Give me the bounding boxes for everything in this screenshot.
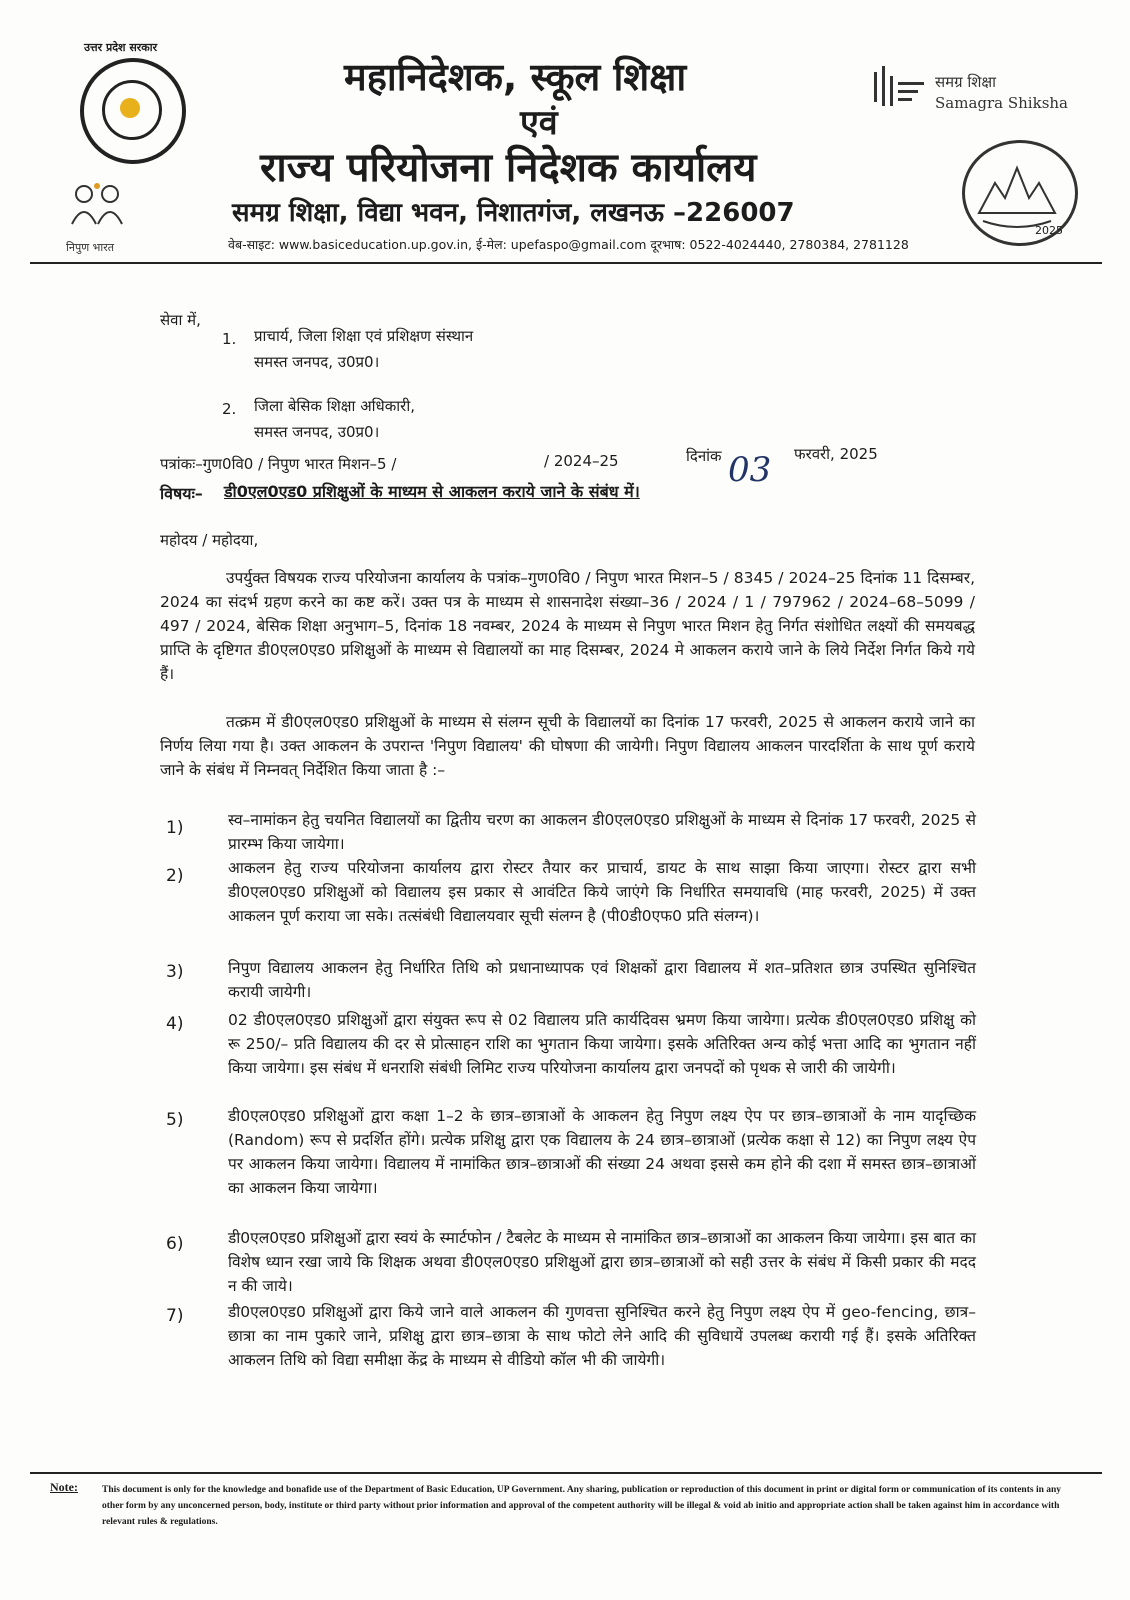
item-number: 4)	[166, 1014, 184, 1034]
instruction-item: 02 डी0एल0एड0 प्रशिक्षुओं द्वारा संयुक्त रूप से 02 विद्यालय प्रति कार्यदिवस भ्रमण किया जायेगा। प्रत्येक डी0एल0एड0 प्रशिक्षु को रू 250/– प्रति विद्यालय की दर से प्रोत्साहन राशि का भुगतान किया जायेगा। इसके अतिरिक्त अन्य कोई भत्ता आदि का भुगतान नहीं किया जायेगा। इस संबंध में धनराशि संबंधी लिमिट राज्य परियोजना कार्यालय द्वारा जनपदों को पृथक से जारी की जायेगी।	[228, 1011, 976, 1077]
item-number: 2)	[166, 866, 184, 886]
header-title-line1: महानिदेशक, स्कूल शिक्षा	[344, 55, 687, 99]
instruction-item: स्व–नामांकन हेतु चयनित विद्यालयों का द्वितीय चरण का आकलन डी0एल0एड0 प्रशिक्षुओं के माध्यम से दिनांक 17 फरवरी, 2025 से प्रारम्भ किया जायेगा।	[228, 811, 976, 853]
subject-text: डी0एल0एड0 प्रशिक्षुओं के माध्यम से आकलन कराये जाने के संबंध में।	[224, 482, 640, 501]
recipient-1-line2: समस्त जनपद, उ0प्र0।	[254, 353, 380, 371]
footer-divider	[30, 1472, 1102, 1474]
samagra-shiksha-hindi: समग्र शिक्षा	[935, 73, 997, 91]
samagra-shiksha-english: Samagra Shiksha	[935, 94, 1068, 112]
paragraph-1: उपर्युक्त विषयक राज्य परियोजना कार्यालय के पत्रांक–गुण0वि0 / निपुण भारत मिशन–5 / 8345 / 2024–25 दिनांक 11 दिसम्बर, 2024 का संदर्भ ग्रहण करने का कष्ट करें। उक्त पत्र के माध्यम से शासनादेश संख्या–36 / 2024 / 1 / 797962 / 2024–68–5099 / 497 / 2024, बेसिक शिक्षा अनुभाग–5, दिनांक 18 नवम्बर, 2024 के माध्यम से निपुण भारत मिशन हेतु निर्गत संशोधित लक्ष्यों की समयबद्ध प्राप्ति के दृष्टिगत डी0एल0एड0 प्रशिक्षुओं के माध्यम से विद्यालयों का माह दिसम्बर, 2024 मे आकलन कराये जाने के लिये निर्देश निर्गत किये गये हैं।	[160, 569, 975, 683]
instruction-item: आकलन हेतु राज्य परियोजना कार्यालय द्वारा रोस्टर तैयार कर प्राचार्य, डायट के साथ साझा किया जाएगा। रोस्टर द्वारा सभी डी0एल0एड0 प्रशिक्षुओं को विद्यालय इस प्रकार से आवंटित किये जाएंगे कि निर्धारित समयावधि (माह फरवरी, 2025) में उक्त आकलन पूर्ण कराया जा सके। तत्संबंधी विद्यालयवार सूची संलग्न है (पी0डी0एफ0 प्रति संलग्न)।	[228, 859, 976, 925]
paragraph-2: तत्क्रम में डी0एल0एड0 प्रशिक्षुओं के माध्यम से संलग्न सूची के विद्यालयों का दिनांक 17 फरवरी, 2025 से आकलन कराये जाने का निर्णय लिया गया है। उक्त आकलन के उपरान्त 'निपुण विद्यालय' की घोषणा की जायेगी। निपुण विद्यालय आकलन पारदर्शिता के साथ पूर्ण कराये जाने के संबंध में निम्नवत् निर्देशित किया जाता है :–	[160, 713, 975, 779]
note-text: This document is only for the knowledge and bonafide use of the Department of Basic Education, UP Government. Any sharing, publication or reproduction of this document in print or digital form or communication of its contents in any other form by any unconcerned person, body, institute or third party without prior information and approval of the competent authority will be illegal & void ab initio and appropriate action shall be taken against him in accordance with relevant rules & regulations.	[102, 1485, 1062, 1527]
item-number: 1)	[166, 818, 184, 838]
item-number: 3)	[166, 962, 184, 982]
item-number: 5)	[166, 1110, 184, 1130]
date-label: दिनांक	[686, 447, 722, 465]
note-label: Note:	[50, 1480, 78, 1494]
letter-reference: पत्रांकः–गुण0वि0 / निपुण भारत मिशन–5 /	[160, 455, 397, 473]
subject-label: विषयः–	[160, 484, 203, 503]
samagra-shiksha-logo	[870, 62, 930, 122]
recipient-2-line2: समस्त जनपद, उ0प्र0।	[254, 423, 380, 441]
recipient-2-line1: जिला बेसिक शिक्षा अधिकारी,	[254, 397, 415, 415]
mahakumbh-emblem	[962, 140, 1078, 246]
emblem-year: 2025	[1035, 224, 1063, 237]
salutation: महोदय / महोदया,	[160, 531, 259, 549]
letter-year: / 2024–25	[544, 452, 619, 470]
instruction-item: डी0एल0एड0 प्रशिक्षुओं द्वारा किये जाने वाले आकलन की गुणवत्ता सुनिश्चित करने हेतु निपुण लक्ष्य ऐप में geo-fencing, छात्र–छात्रा का नाम पुकारे जाने, प्रशिक्षु द्वारा छात्र–छात्रा के साथ फोटो लेने आदि की सुविधायें उपलब्ध करायी गई हैं। इसके अतिरिक्त आकलन तिथि को विद्या समीक्षा केंद्र के माध्यम से वीडियो कॉल भी की जायेगी।	[228, 1303, 976, 1369]
seal-text: उत्तर प्रदेश सरकार	[84, 41, 158, 54]
nipun-bharat-logo	[62, 180, 132, 232]
instruction-item: डी0एल0एड0 प्रशिक्षुओं द्वारा स्वयं के स्मार्टफोन / टैबलेट के माध्यम से नामांकित छात्र–छात्राओं का आकलन किया जायेगा। इस बात का विशेष ध्यान रखा जाये कि शिक्षक अथवा डी0एल0एड0 प्रशिक्षुओं द्वारा छात्र–छात्राओं को सही उत्तर के संबंध में किसी प्रकार की मदद न की जाये।	[228, 1229, 977, 1295]
recipient-2-number: 2.	[222, 400, 237, 418]
item-number: 7)	[166, 1306, 184, 1326]
header-contact: वेब-साइट: www.basiceducation.up.gov.in, ई-मेल: upefaspo@gmail.com दूरभाष: 0522-4024440, 2780384, 2781128	[228, 237, 909, 252]
recipient-1-number: 1.	[222, 330, 237, 348]
header-title-line2: एवं	[520, 103, 558, 143]
recipient-1-line1: प्राचार्य, जिला शिक्षा एवं प्रशिक्षण संस्थान	[254, 327, 474, 345]
header-title-line3: राज्य परियोजना निदेशक कार्यालय	[260, 145, 757, 191]
handwritten-date: 03	[728, 450, 772, 490]
letter-date: फरवरी, 2025	[794, 445, 878, 463]
instruction-item: डी0एल0एड0 प्रशिक्षुओं द्वारा कक्षा 1–2 के छात्र–छात्राओं के आकलन हेतु निपुण लक्ष्य ऐप पर छात्र–छात्राओं के नाम यादृच्छिक (Random) रूप से प्रदर्शित होंगे। प्रत्येक प्रशिक्षु द्वारा एक विद्यालय के 24 छात्र–छात्राओं (प्रत्येक कक्षा से 12) का निपुण लक्ष्य ऐप पर आकलन किया जायेगा। विद्यालय में नामांकित छात्र–छात्राओं की संख्या 24 अथवा इससे कम होने की दशा में समस्त छात्र–छात्राओं का आकलन किया जायेगा।	[228, 1107, 976, 1197]
salutation-to: सेवा में,	[160, 311, 201, 329]
item-number: 6)	[166, 1234, 184, 1254]
header-address: समग्र शिक्षा, विद्या भवन, निशातगंज, लखनऊ –226007	[232, 198, 795, 228]
instruction-item: निपुण विद्यालय आकलन हेतु निर्धारित तिथि को प्रधानाध्यापक एवं शिक्षकों द्वारा विद्यालय में शत–प्रतिशत छात्र उपस्थित सुनिश्चित करायी जायेगी।	[228, 959, 976, 1001]
nipun-bharat-label: निपुण भारत	[66, 241, 115, 254]
header-divider	[30, 262, 1102, 264]
up-government-seal	[80, 58, 186, 164]
